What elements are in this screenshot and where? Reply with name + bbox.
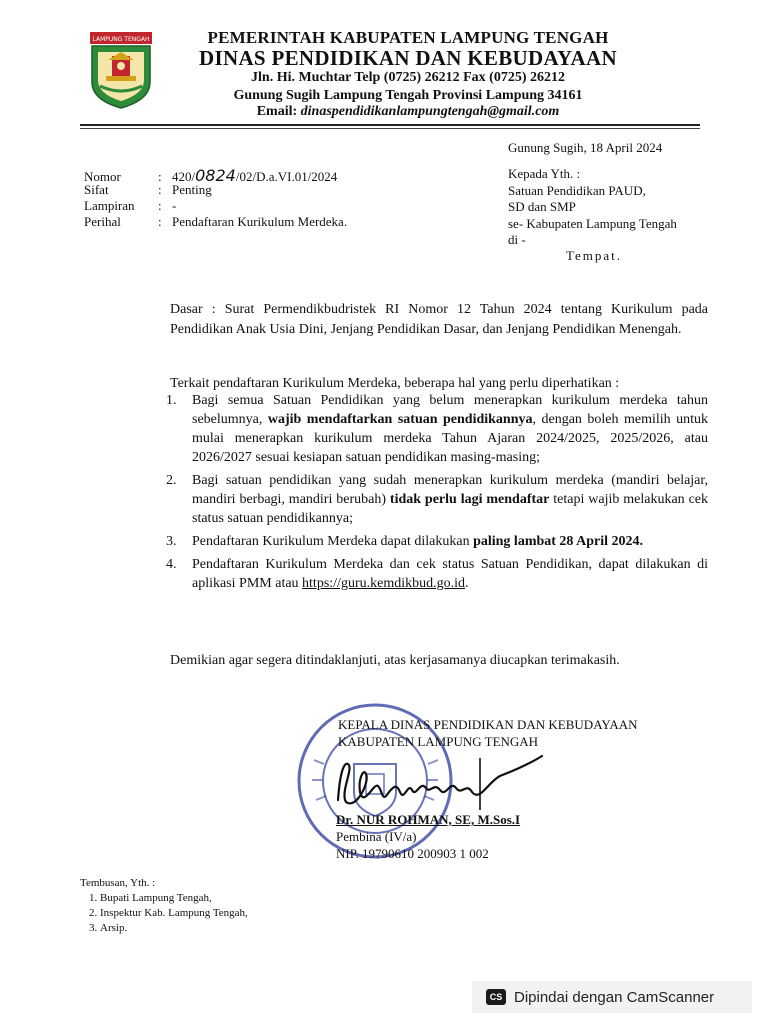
cc-item: 2. Inspektur Kab. Lampung Tengah, [100,906,248,921]
pmm-link[interactable]: https://guru.kemdikbud.go.id [302,576,465,591]
meta-label: Lampiran [84,198,135,213]
item-number: 2. [166,473,177,488]
meta-nomor [84,166,347,185]
recipient-line: Satuan Pendidikan PAUD, [508,182,646,198]
item-number: 1. [166,393,177,408]
meta-value: Pendaftaran Kurikulum Merdeka. [172,214,348,229]
meta-separator: : [158,169,162,184]
regency-logo [88,30,154,110]
carbon-copy [80,876,248,936]
cc-item: 3. Arsip. [100,921,248,936]
meta-lampiran [84,198,347,214]
letterhead-agency: DINAS PENDIDIKAN DAN KEBUDAYAAN [199,46,617,70]
email-address: dinaspendidikanlampungtengah@gmail.com [300,104,560,119]
letter-meta [84,166,347,230]
recipient-line: SD dan SMP [508,199,576,214]
item-emphasis: wajib mendaftarkan satuan pendidikannya [267,412,533,427]
letter-date: Gunung Sugih, 18 April 2024 [508,140,663,155]
meta-value: - [172,198,177,213]
meta-separator: : [158,198,162,213]
handwritten-signature [330,752,550,814]
logo-banner-text: LAMPUNG TENGAH [92,36,150,43]
item-text: Pendaftaran Kurikulum Merdeka dan cek status Satuan Pendidikan, dapat dilakukan di aplikasi PMM atau https://guru.kemdikbud.go.id. [192,557,708,591]
recipient-line: Kepada Yth. : [508,166,581,181]
signatory-title [338,716,638,750]
item-text: Pendaftaran Kurikulum Merdeka dapat dilakukan paling lambat 28 April 2024. [192,534,644,549]
item-number: 3. [166,534,177,549]
nomor-handwritten: 0824 [195,166,236,185]
scanner-text: Dipindai dengan CamScanner [514,988,715,1006]
list-item [166,391,708,467]
item-number: 4. [166,557,177,572]
item-text: Bagi satuan pendidikan yang sudah menerapkan kurikulum merdeka (mandiri belajar, mandiri berbagi, mandiri berubah) tidak perlu lagi mendaftar tetapi wajib melakukan cek status satuan pendidikannya; [192,473,708,526]
list-item [166,471,708,528]
item-text: Bagi semua Satuan Pendidikan yang belum menerapkan kurikulum merdeka tahun sebelumnya, wajib mendaftarkan satuan pendidikannya, dengan boleh memilih untuk mulai menerapkan kurikulum merdeka Tahun Ajaran 2024/2025, 2025/2026, atau 2026/2027 sesuai kesiapan satuan pendidikan masing-masing; [192,393,709,465]
letterhead-rule-thin [80,128,700,129]
letterhead-address: Jln. Hi. Muchtar Telp (0725) 26212 Fax (0725) 26212 [251,70,565,85]
meta-separator: : [158,214,162,229]
cc-heading: Tembusan, Yth. : [80,877,156,889]
scanner-watermark [472,981,752,1013]
meta-value: Penting [172,182,212,197]
closing-paragraph: Demikian agar segera ditindaklanjuti, atas kerjasamanya diucapkan terimakasih. [170,653,620,668]
signatory-title-line: KABUPATEN LAMPUNG TENGAH [338,734,539,749]
nomor-prefix: 420/ [172,169,196,184]
letterhead-email-line [160,104,656,120]
item-emphasis: paling lambat 28 April 2024. [473,534,644,549]
recipient-place: Tempat. [566,248,623,263]
signatory-name: Dr. NUR ROHMAN, SE, M.Sos.I [336,812,521,827]
recipient-line: di - [508,232,526,247]
recipient-block [508,166,677,249]
signatory-nip: NIP. 19790610 200903 1 002 [336,846,489,861]
legal-basis: Dasar : Surat Permendikbudristek RI Nomor 12 Tahun 2024 tentang Kurikulum pada Pendidikan Anak Usia Dini, Jenjang Pendidikan Dasar, dan Jenjang Pendidikan Menengah. [170,302,708,337]
item-emphasis: tidak perlu lagi mendaftar [389,492,550,507]
letterhead-government: PEMERINTAH KABUPATEN LAMPUNG TENGAH [207,28,609,47]
points-list [166,391,708,597]
list-item [166,532,708,551]
letterhead-city: Gunung Sugih Lampung Tengah Provinsi Lampung 34161 [233,88,583,103]
meta-label: Perihal [84,214,121,229]
cc-list [80,891,248,936]
letterhead-rule [80,124,700,126]
signatory-rank: Pembina (IV/a) [336,829,417,844]
meta-separator: : [158,182,162,197]
nomor-suffix: /02/D.a.VI.01/2024 [235,169,338,184]
meta-label: Nomor [84,169,121,184]
signatory-title-line: KEPALA DINAS PENDIDIKAN DAN KEBUDAYAAN [338,717,638,732]
recipient-line: se- Kabupaten Lampung Tengah [508,215,677,231]
meta-label: Sifat [84,182,109,197]
list-item [166,555,708,593]
intro-paragraph: Terkait pendaftaran Kurikulum Merdeka, beberapa hal yang perlu diperhatikan : [170,376,620,391]
meta-perihal [84,214,347,230]
cc-item: 1. Bupati Lampung Tengah, [100,891,248,906]
email-label: Email: [256,104,301,119]
camscanner-icon: CS [486,989,506,1005]
